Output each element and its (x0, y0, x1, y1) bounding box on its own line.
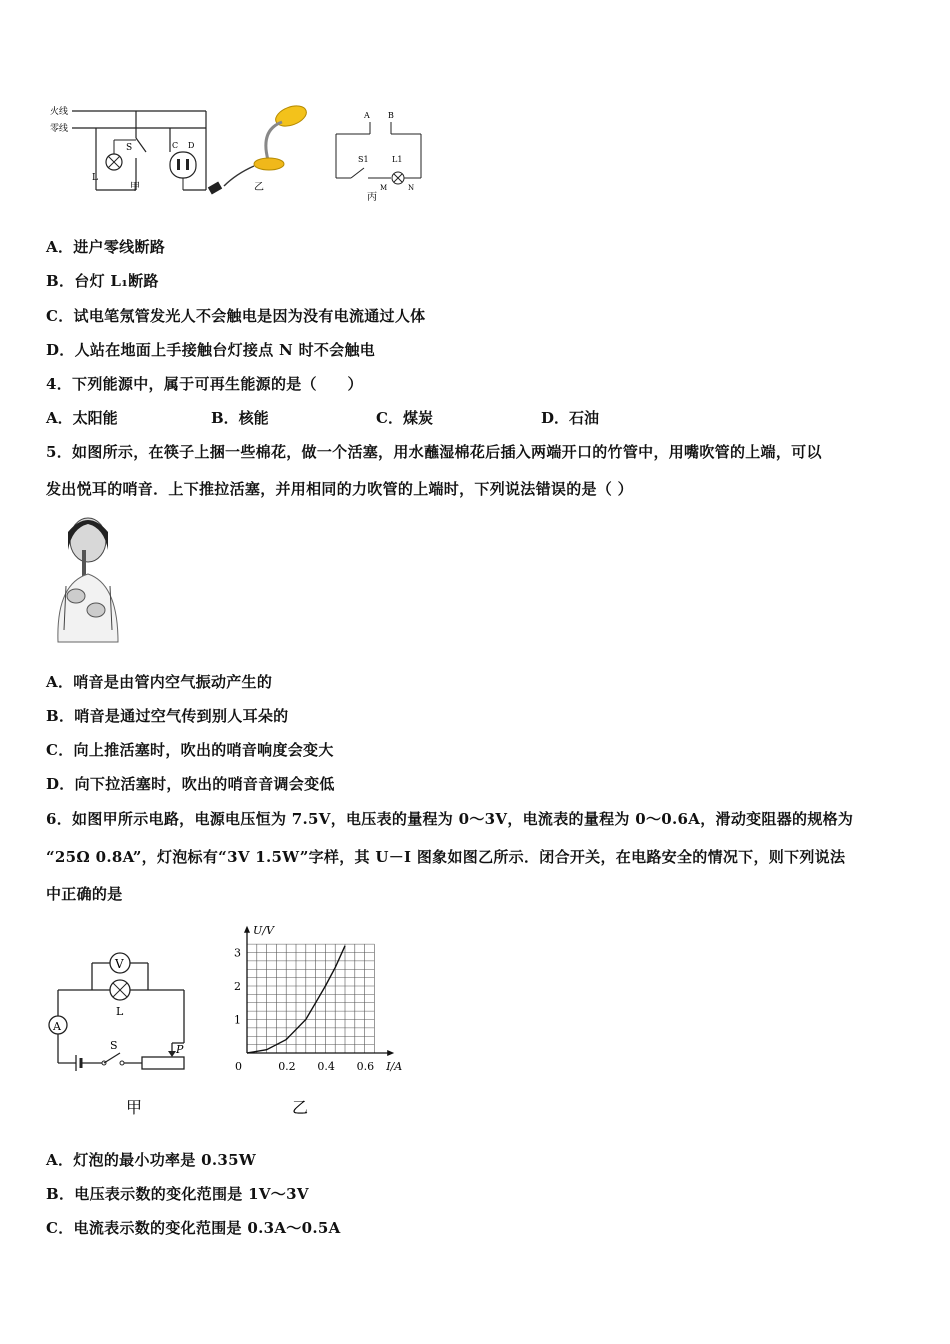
q5-option-a: A．哨音是由管内空气振动产生的 (46, 673, 273, 691)
y-axis-arrow (244, 926, 250, 933)
y-axis-label: U/V (253, 923, 274, 937)
top-figure (46, 100, 436, 212)
x-tick-label: 0.6 (356, 1060, 375, 1073)
circuit-caption: 甲 (126, 1098, 143, 1117)
chart-caption: 乙 (292, 1098, 309, 1117)
live-wire-label: 火线 (50, 107, 69, 117)
x-tick-label: 0 (235, 1060, 242, 1073)
q5-option-c: C．向上推活塞时，吹出的哨音响度会变大 (46, 741, 334, 759)
switch-s-label: S (126, 143, 133, 153)
q5-option-b: B．哨音是通过空气传到别人耳朵的 (46, 707, 289, 725)
q5-stem-line1: 5．如图所示，在筷子上捆一些棉花，做一个活塞，用水蘸湿棉花后插入两端开口的竹管中，用嘴吹管的上端，可以 (46, 443, 822, 461)
x-tick-label: 0.4 (317, 1060, 335, 1073)
q4-option-c: C．煤炭 (376, 409, 433, 427)
socket-d-label: D (188, 141, 195, 150)
desk-lamp-image (208, 102, 309, 194)
terminal-a-label: A (364, 111, 370, 120)
q6-option-c: C．电流表示数的变化范围是 0.3A～0.5A (46, 1219, 341, 1237)
q5-option-d: D．向下拉活塞时，吹出的哨音音调会变低 (46, 775, 335, 793)
x-axis-arrow (387, 1050, 394, 1056)
y-tick-label: 2 (234, 980, 241, 993)
q6-stem-line1: 6．如图甲所示电路，电源电压恒为 7.5V，电压表的量程为 0～3V，电流表的量程为 0～0.6A，滑动变阻器的规格为 (46, 810, 854, 828)
y-tick-label: 1 (234, 1013, 241, 1027)
q3-option-a: A．进户零线断路 (46, 238, 166, 256)
lamp-l1-label: L1 (392, 155, 403, 164)
x-axis-label: I/A (386, 1060, 403, 1073)
q6-option-b: B．电压表示数的变化范围是 1V～3V (46, 1185, 309, 1203)
y-tick-label: 3 (234, 946, 241, 960)
rheostat-symbol (142, 1057, 184, 1069)
circuit-diagram-jia (46, 945, 196, 1125)
bulb-label: L (116, 1005, 124, 1018)
caption-bing: 丙 (367, 192, 377, 203)
point-m-label: M (380, 184, 388, 192)
q5-stem-line2: 发出悦耳的哨音．上下推拉活塞，并用相同的力吹管的上端时，下列说法错误的是（ ） (46, 480, 633, 498)
switch-s1-label: S1 (358, 155, 369, 164)
socket-symbol (170, 152, 196, 178)
caption-yi-top: 乙 (254, 182, 264, 193)
ui-graph-yi (225, 908, 403, 1123)
socket-c-label: C (172, 141, 179, 150)
q3-option-d: D．人站在地面上手接触台灯接点 N 时不会触电 (46, 341, 376, 359)
switch-label: S (110, 1039, 118, 1052)
slider-label: P (176, 1043, 184, 1056)
q6-stem-line3: 中正确的是 (46, 885, 123, 903)
terminal-b-label: B (388, 111, 394, 120)
switch-symbol (104, 1053, 120, 1063)
caption-jia-top: 甲 (130, 182, 140, 193)
q3-option-b: B．台灯 L₁断路 (46, 272, 159, 290)
q6-option-a: A．灯泡的最小功率是 0.35W (46, 1151, 257, 1169)
q6-stem-line2: “25Ω 0.8A”，灯泡标有“3V 1.5W”字样，其 U－I 图象如图乙所示．闭合开关，在电路安全的情况下，则下列说法 (46, 848, 846, 866)
q3-option-c: C．试电笔氖管发光人不会触电是因为没有电流通过人体 (46, 307, 426, 325)
q4-option-d: D．石油 (541, 409, 600, 427)
voltmeter-label: V (115, 957, 124, 971)
point-n-label: N (408, 184, 415, 192)
q4-stem: 4．下列能源中，属于可再生能源的是（ ） (46, 375, 363, 393)
ammeter-label: A (53, 1020, 61, 1033)
neutral-wire-label: 零线 (50, 124, 69, 134)
x-tick-label: 0.2 (278, 1060, 296, 1073)
lamp-l-label: L (92, 173, 98, 183)
q4-option-a: A．太阳能 (46, 409, 118, 427)
girl-blowing-whistle-photo (46, 510, 126, 642)
q4-option-b: B．核能 (211, 409, 269, 427)
